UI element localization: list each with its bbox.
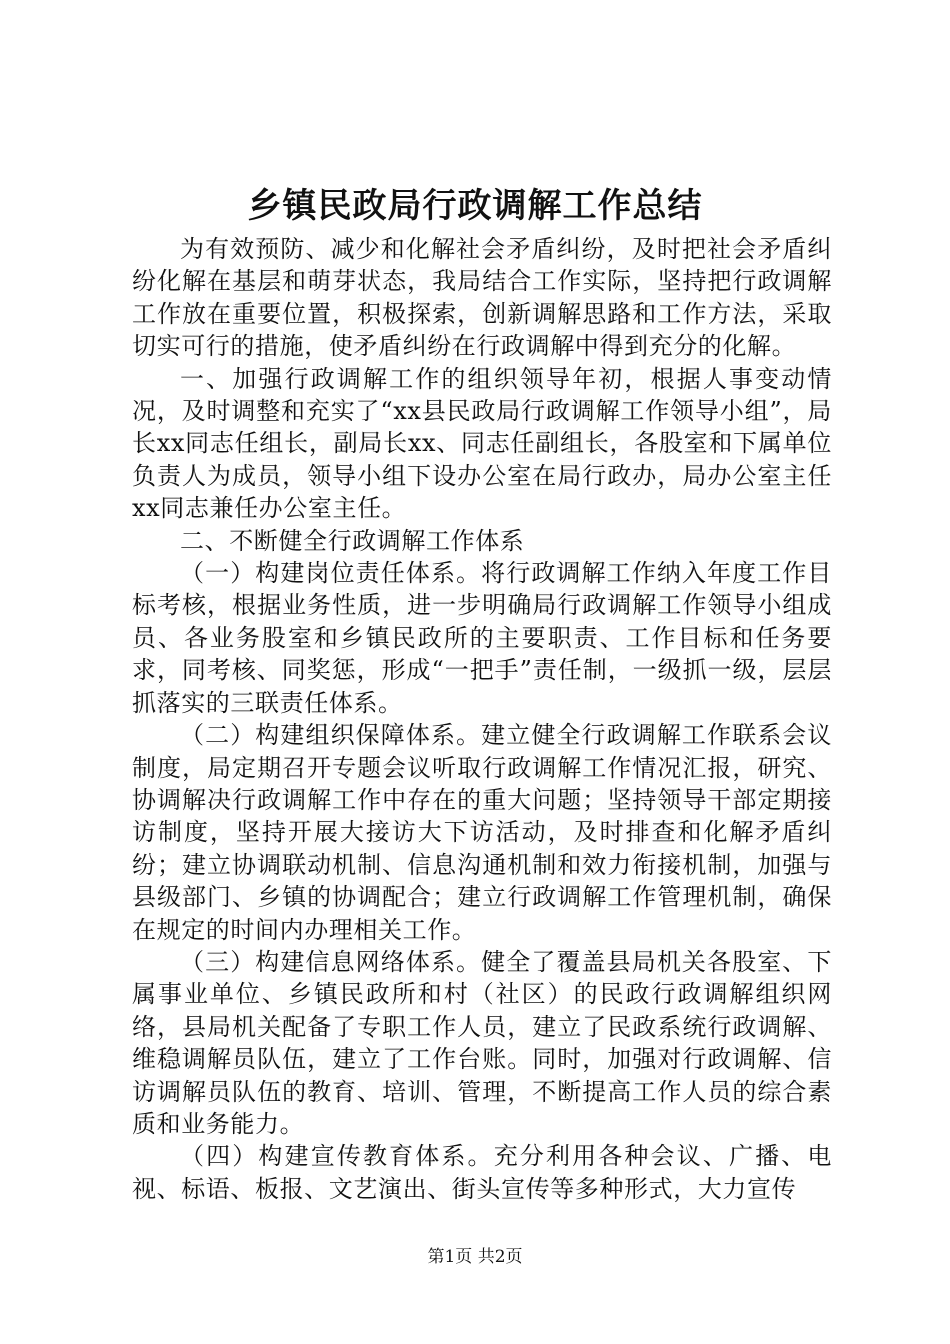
paragraph-subsection-1: （一）构建岗位责任体系。将行政调解工作纳入年度工作目标考核，根据业务性质，进一步明确局行政调解工作领导小组成员、各业务股室和乡镇民政所的主要职责、工作目标和任务要求，同考核、同奖惩，形成“一把手”责任制，一级抓一级，层层抓落实的三联责任体系。 [132,559,832,717]
document-title: 乡镇民政局行政调解工作总结 [247,186,703,226]
paragraph-subsection-4: （四）构建宣传教育体系。充分利用各种会议、广播、电视、标语、板报、文艺演出、街头宣传等多种形式，大力宣传 [132,1142,832,1203]
paragraph-section-1: 一、加强行政调解工作的组织领导年初，根据人事变动情况，及时调整和充实了“xx县民政局行政调解工作领导小组”，局长xx同志任组长，副局长xx、同志任副组长，各股室和下属单位负责人为成员，领导小组下设办公室在局行政办，局办公室主任xx同志兼任办公室主任。 [132,364,832,523]
paragraph-section-2-heading: 二、不断健全行政调解工作体系 [180,526,525,555]
page-number-footer: 第1页 共2页 [427,1247,523,1267]
paragraph-subsection-3: （三）构建信息网络体系。健全了覆盖县局机关各股室、下属事业单位、乡镇民政所和村（社区）的民政行政调解组织网络，县局机关配备了专职工作人员，建立了民政系统行政调解、维稳调解员队伍，建立了工作台账。同时，加强对行政调解、信访调解员队伍的教育、培训、管理，不断提高工作人员的综合素质和业务能力。 [132,947,832,1138]
paragraph-subsection-2: （二）构建组织保障体系。建立健全行政调解工作联系会议制度，局定期召开专题会议听取行政调解工作情况汇报，研究、协调解决行政调解工作中存在的重大问题；坚持领导干部定期接访制度，坚持开展大接访大下访活动，及时排查和化解矛盾纠纷；建立协调联动机制、信息沟通机制和效力衔接机制，加强与县级部门、乡镇的协调配合；建立行政调解工作管理机制，确保在规定的时间内办理相关工作。 [132,721,832,944]
paragraph-intro: 为有效预防、减少和化解社会矛盾纠纷，及时把社会矛盾纠纷化解在基层和萌芽状态，我局结合工作实际，坚持把行政调解工作放在重要位置，积极探索，创新调解思路和工作方法，采取切实可行的措施，使矛盾纠纷在行政调解中得到充分的化解。 [132,235,832,361]
document-body [132,233,832,1205]
